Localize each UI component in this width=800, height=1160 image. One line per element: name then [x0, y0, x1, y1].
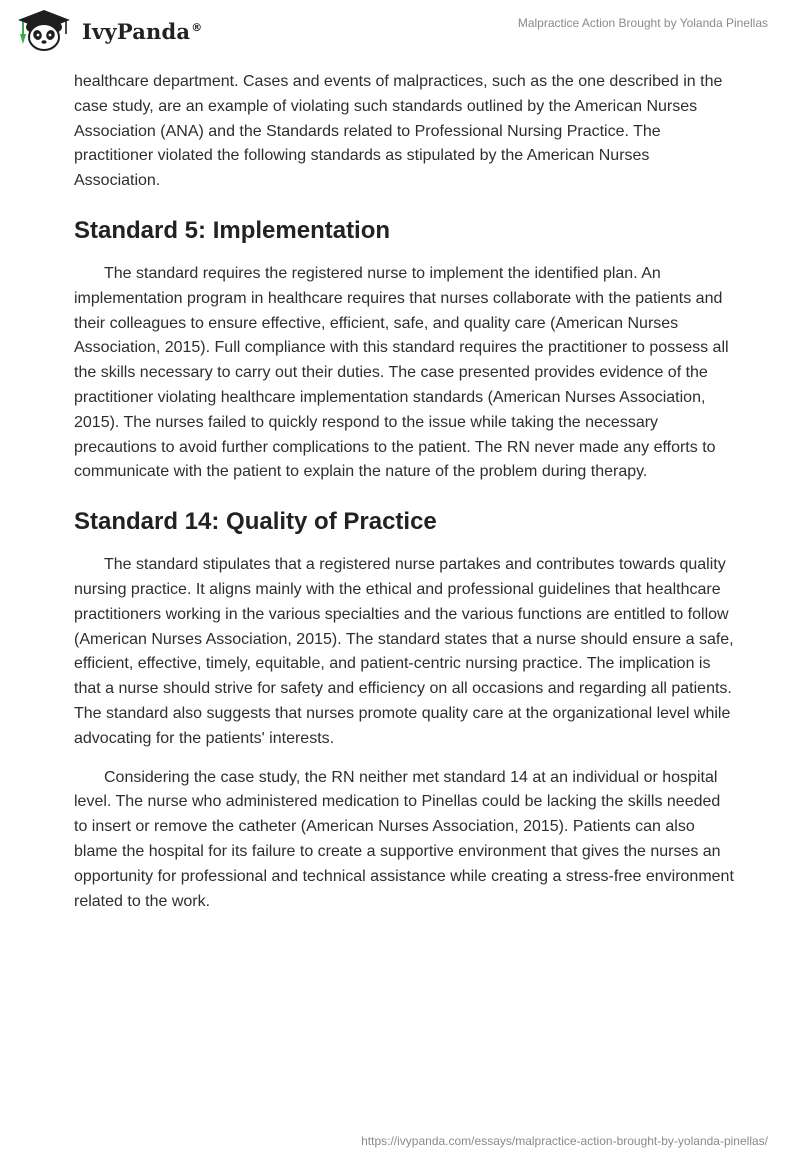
- page-header: [0, 0, 800, 64]
- logo[interactable]: [14, 8, 202, 52]
- logo-wordmark: IvyPanda®: [82, 18, 203, 44]
- standard-14-paragraph-2: Considering the case study, the RN neither met standard 14 at an individual or hospital level. The nurse who administered medication to Pinellas could be lacking the skills needed to insert or remove the catheter (American Nurses Association, 2015). Patients can also blame the hospital for its failure to create a supportive environment that gives the nurses an opportunity for professional and technical assistance while creating a stress-free environment related to the work.: [74, 768, 734, 910]
- document-title: Malpractice Action Brought by Yolanda Pinellas: [517, 16, 768, 30]
- source-url[interactable]: https://ivypanda.com/essays/malpractice-action-brought-by-yolanda-pinellas/: [361, 1134, 768, 1148]
- standard-14-paragraph-1: The standard stipulates that a registered nurse partakes and contributes towards quality nursing practice. It aligns mainly with the ethical and professional guidelines that healthcare practitioners working in the various specialties and the various functions are entitled to follow (American Nurses Association, 2015). The standard states that a nurse should ensure a safe, efficient, effective, timely, equitable, and patient-centric nursing practice. The implication is that a nurse should strive for safety and efficiency on all occasions and regarding all patients. The standard also suggests that nurses promote quality care at the organizational level while advocating for the patients' interests.: [74, 556, 734, 747]
- standard-5-paragraph: The standard requires the registered nurse to implement the identified plan. An implementation program in healthcare requires that nurses collaborate with the patients and their colleagues to ensure effective, efficient, safe, and quality care (American Nurses Association, 2015). Full compliance with this standard requires the practitioner to possess all the skills necessary to carry out their duties. The case presented provides evidence of the practitioner violating healthcare implementation standards (American Nurses Association, 2015). The nurses failed to quickly respond to the issue while taking the necessary precautions to avoid further complications to the patient. The RN never made any efforts to communicate with the patient to explain the nature of the problem during therapy.: [74, 264, 729, 481]
- intro-paragraph: healthcare department. Cases and events of malpractices, such as the one described in the case study, are an example of violating such standards outlined by the American Nurses Association (ANA) and the Standards related to Professional Nursing Practice. The practitioner violated the following standards as stipulated by the American Nurses Association.: [74, 73, 723, 190]
- section-heading-standard-14: Standard 14: Quality of Practice: [74, 508, 437, 536]
- essay-body: [74, 70, 734, 914]
- panda-graduate-icon: [14, 8, 74, 52]
- section-heading-standard-5: Standard 5: Implementation: [74, 216, 391, 244]
